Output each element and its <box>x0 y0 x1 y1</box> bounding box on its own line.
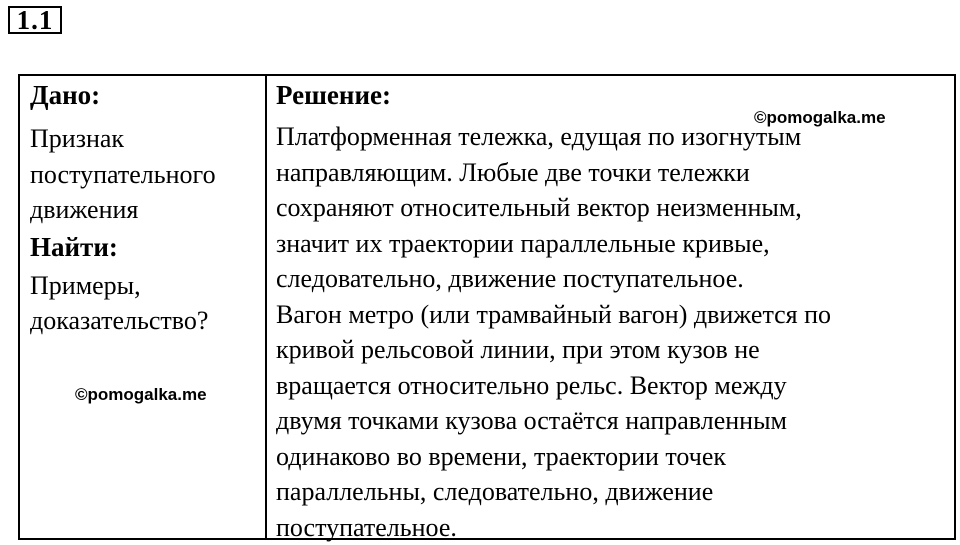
problem-number: 1.1 <box>8 6 62 34</box>
solution-line: параллельны, следовательно, движение <box>276 474 952 510</box>
find-heading: Найти: <box>30 230 260 264</box>
given-line: Признак <box>30 121 260 157</box>
given-text <box>30 121 260 228</box>
solution-line: сохраняют относительный вектор неизменным, <box>276 190 952 226</box>
solution-line: направляющим. Любые две точки тележки <box>276 155 952 191</box>
solution-line: значит их траектории параллельные кривые, <box>276 226 952 262</box>
solution-line: следовательно, движение поступательное. <box>276 261 952 297</box>
given-heading: Дано: <box>30 78 260 112</box>
solution-text <box>276 119 952 545</box>
solution-heading: Решение: <box>276 78 952 112</box>
given-line: движения <box>30 192 260 228</box>
watermark-left: ©pomogalka.me <box>75 385 207 405</box>
solution-line: двумя точками кузова остаётся направленным <box>276 403 952 439</box>
column-divider <box>265 76 267 538</box>
find-text <box>30 268 260 339</box>
solution-column <box>276 76 952 545</box>
watermark-top-right: ©pomogalka.me <box>754 108 886 128</box>
solution-line: поступательное. <box>276 510 952 545</box>
find-line: доказательство? <box>30 303 260 339</box>
solution-line: Вагон метро (или трамвайный вагон) движется по <box>276 297 952 333</box>
find-line: Примеры, <box>30 268 260 304</box>
solution-line: кривой рельсовой линии, при этом кузов не <box>276 332 952 368</box>
given-line: поступательного <box>30 157 260 193</box>
solution-table <box>18 74 956 540</box>
solution-line: одинаково во времени, траектории точек <box>276 439 952 475</box>
solution-line: Платформенная тележка, едущая по изогнутым <box>276 119 952 155</box>
given-column <box>30 76 260 339</box>
solution-line: вращается относительно рельс. Вектор между <box>276 368 952 404</box>
